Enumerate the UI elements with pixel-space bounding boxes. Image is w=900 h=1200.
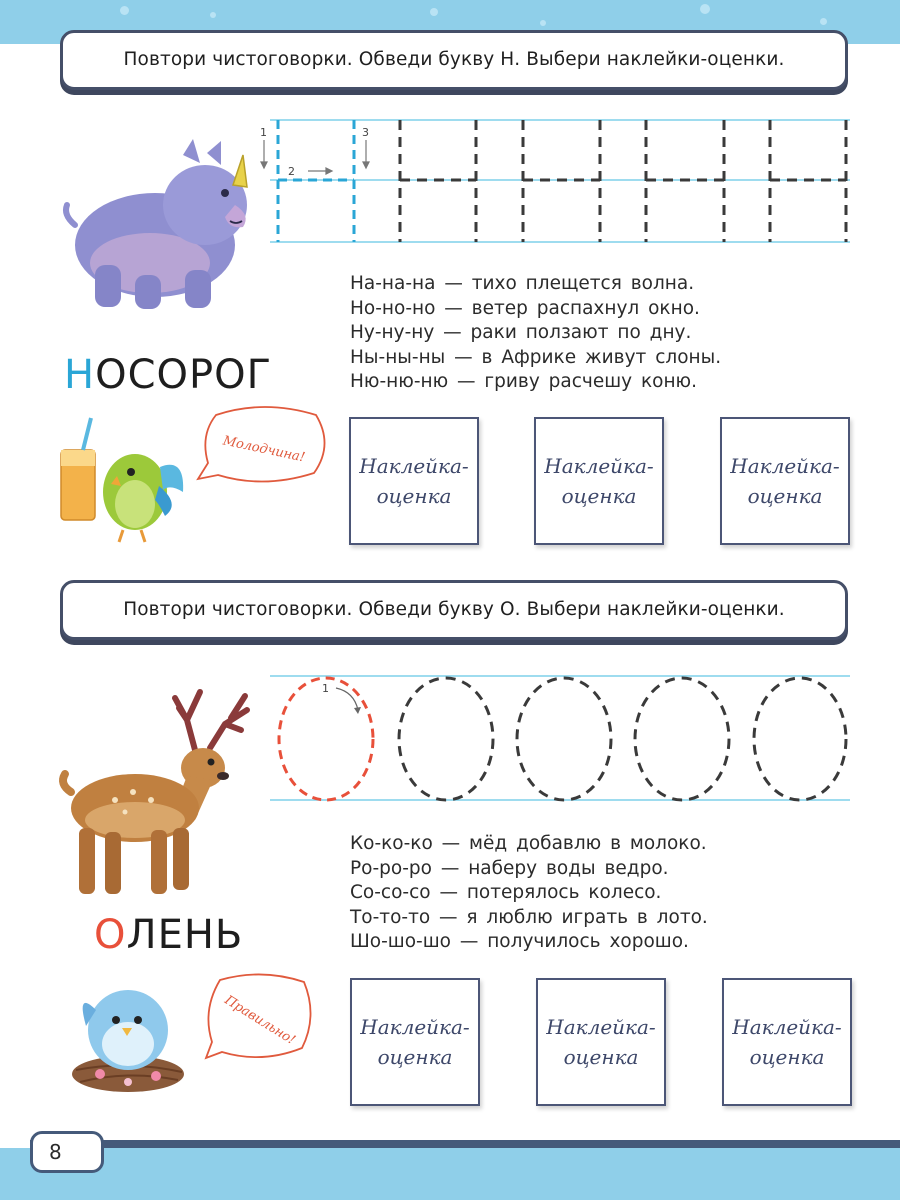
stroke-number: 3 — [362, 126, 369, 139]
sticker-label: Наклейка-оценка — [544, 454, 654, 508]
word-rest: ОСОРОГ — [95, 352, 272, 398]
rhyme-line: На-на-на — тихо плещется волна. — [350, 273, 695, 294]
bubble-text: Молодчина! — [221, 433, 307, 466]
stroke-number: 2 — [288, 165, 295, 178]
parrot-illustration — [55, 412, 195, 547]
word-first-letter: Н — [64, 352, 96, 398]
sticker-label: Наклейка-оценка — [732, 1015, 842, 1069]
page-number: 8 — [30, 1131, 104, 1173]
sticker-label: Наклейка-оценка — [730, 454, 840, 508]
rhyme-line: Ны-ны-ны — в Африке живут слоны. — [350, 346, 722, 368]
sticker-label: Наклейка-оценка — [360, 1015, 470, 1069]
rhyme-line: Со-со-со — потерялось колесо. — [350, 882, 662, 903]
word-olen — [94, 912, 243, 958]
sticker-label: Наклейка-оценка — [546, 1015, 656, 1069]
sticker-slot[interactable] — [349, 417, 479, 545]
word-rest: ЛЕНЬ — [126, 912, 244, 958]
letter-o-tracing-area — [270, 672, 850, 804]
sticker-slot[interactable] — [350, 978, 480, 1106]
decor-dot — [120, 6, 129, 15]
word-nosorog — [64, 352, 272, 398]
page-footer-band — [0, 1148, 900, 1200]
rhyme-line: Ню-ню-ню — гриву расчешу коню. — [350, 371, 698, 392]
decor-dot — [430, 8, 438, 16]
sticker-slot[interactable] — [720, 417, 850, 545]
bubble-molodchina — [194, 405, 334, 487]
rhyme-line: Ну-ну-ну — раки ползают по дну. — [350, 322, 692, 343]
rhyme-list-1 — [350, 272, 721, 395]
sticker-label: Наклейка-оценка — [359, 454, 469, 508]
sticker-slot[interactable] — [536, 978, 666, 1106]
rhino-illustration — [55, 135, 265, 315]
letter-n-trace-row — [400, 120, 846, 242]
decor-dot — [700, 4, 710, 14]
letter-n-tracing-area — [260, 118, 850, 246]
bubble-pravilno — [200, 972, 318, 1064]
task-instruction-2: Повтори чистоговорки. Обведи букву О. Выбери наклейки-оценки. — [60, 580, 848, 640]
stroke-number: 1 — [260, 126, 267, 139]
rhyme-list-2 — [350, 832, 708, 955]
decor-dot — [210, 12, 216, 18]
rhyme-line: Шо-шо-шо — получилось хорошо. — [350, 931, 689, 952]
letter-n-guide — [278, 120, 354, 242]
footer-rule — [30, 1140, 900, 1148]
sticker-slot[interactable] — [722, 978, 852, 1106]
letter-o-trace-row — [399, 678, 846, 800]
word-first-letter: О — [94, 912, 127, 958]
bubble-text: Правильно! — [221, 992, 298, 1049]
deer-illustration — [55, 680, 260, 902]
bird-in-nest-illustration — [66, 970, 196, 1100]
sticker-slot[interactable] — [534, 417, 664, 545]
rhyme-line: Но-но-но — ветер распахнул окно. — [350, 297, 700, 319]
task-instruction-1: Повтори чистоговорки. Обведи букву Н. Выбери наклейки-оценки. — [60, 30, 848, 90]
decor-dot — [820, 18, 827, 25]
letter-o-guide — [279, 678, 373, 800]
rhyme-line: Ро-ро-ро — наберу воды ведро. — [350, 857, 669, 879]
stroke-number: 1 — [322, 682, 329, 695]
rhyme-line: То-то-то — я люблю играть в лото. — [350, 906, 708, 928]
decor-dot — [540, 20, 546, 26]
rhyme-line: Ко-ко-ко — мёд добавлю в молоко. — [350, 833, 707, 854]
